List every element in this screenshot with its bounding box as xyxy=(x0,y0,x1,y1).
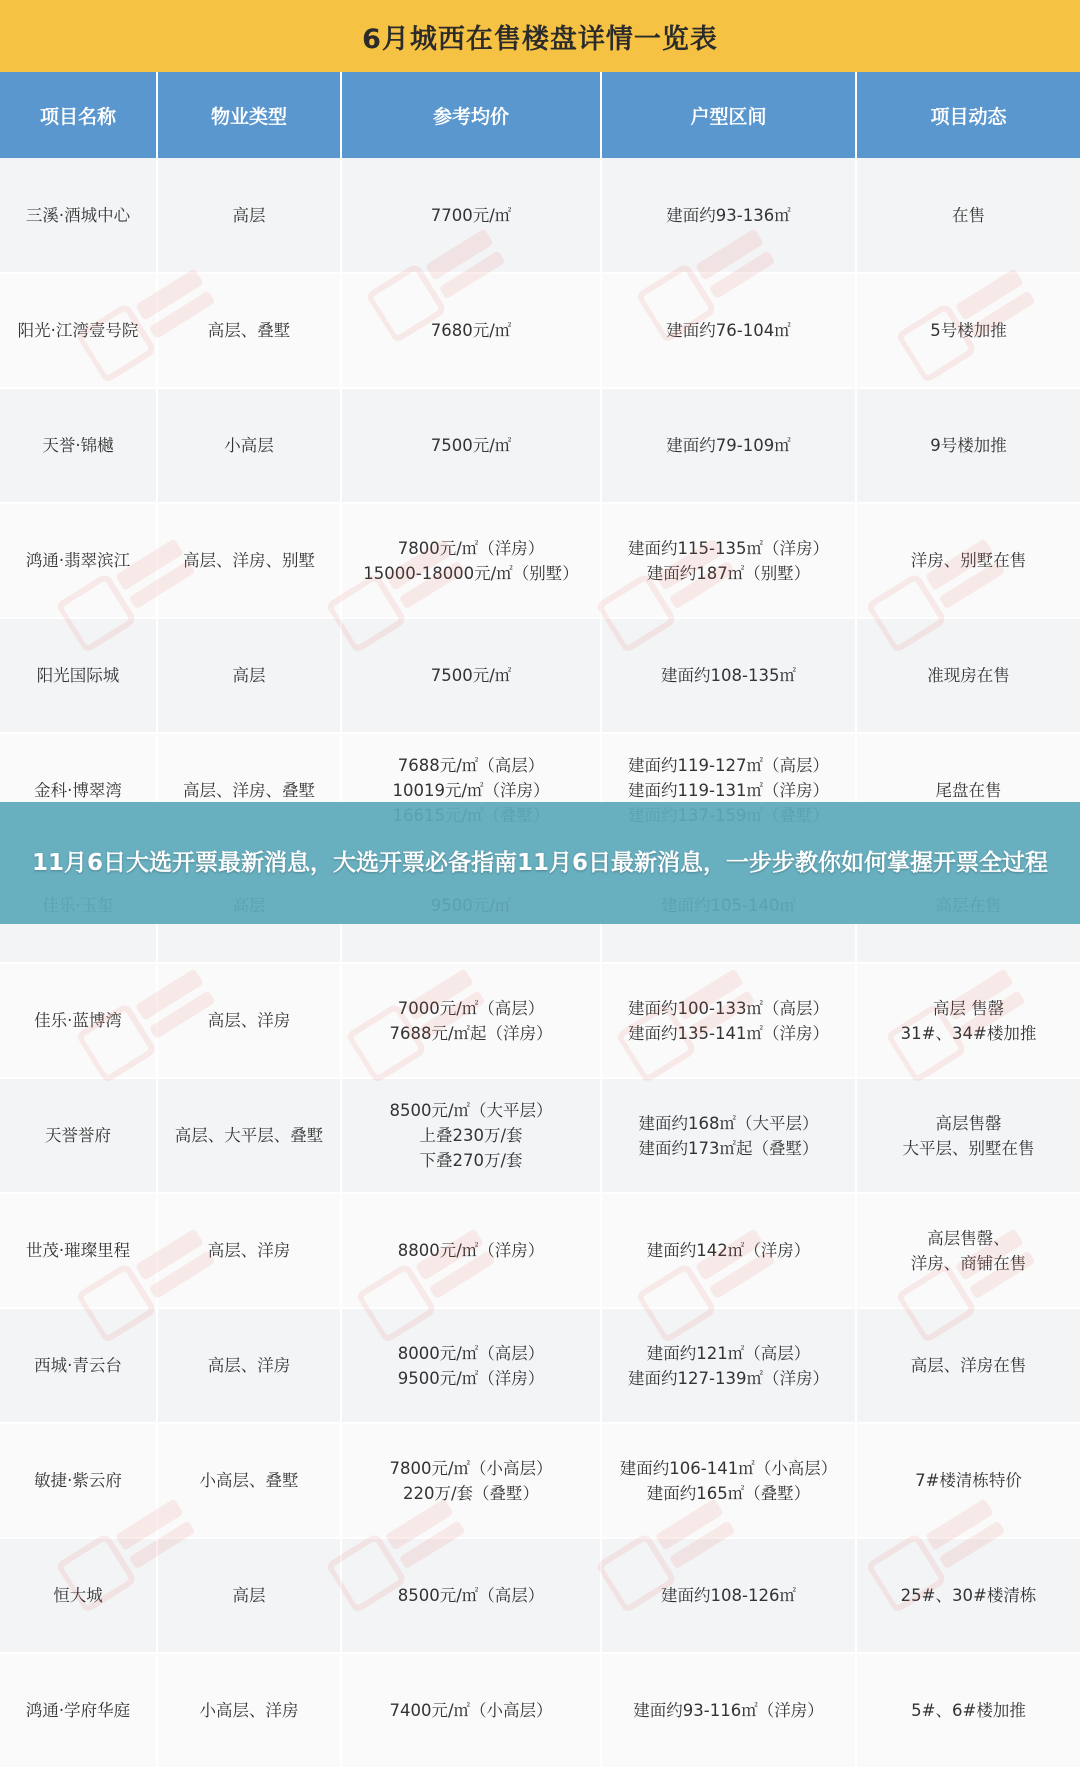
table-row xyxy=(0,158,1080,273)
cell-project-name xyxy=(0,503,157,618)
cell-property-type xyxy=(157,1078,341,1193)
cell-property-type xyxy=(157,618,341,733)
cell-project-status xyxy=(856,388,1080,503)
cell-line: 高层、洋房、叠墅 xyxy=(183,781,315,800)
cell-project-status xyxy=(856,1193,1080,1308)
cell-line: 小高层 xyxy=(224,436,274,455)
cell-avg-price xyxy=(341,1308,601,1423)
cell-line: 阳光·江湾壹号院 xyxy=(17,321,139,340)
cell-line: 7680元/㎡ xyxy=(430,321,512,340)
cell-project-name xyxy=(0,273,157,388)
cell-avg-price xyxy=(341,1193,601,1308)
cell-line: 洋房、商铺在售 xyxy=(910,1253,1027,1273)
cell-line: 建面约135-141㎡（洋房） xyxy=(628,1023,829,1043)
cell-unit-range xyxy=(601,1308,856,1423)
cell-project-status xyxy=(856,273,1080,388)
cell-line: 小高层、叠墅 xyxy=(199,1471,299,1490)
cell-project-name xyxy=(0,1308,157,1423)
cell-property-type xyxy=(157,1308,341,1423)
cell-project-name xyxy=(0,963,157,1078)
cell-line: 建面约93-116㎡（洋房） xyxy=(633,1701,824,1720)
cell-line: 建面约187㎡（别墅） xyxy=(646,563,811,583)
cell-avg-price xyxy=(341,273,601,388)
cell-project-name xyxy=(0,1538,157,1653)
cell-line: 7500元/㎡ xyxy=(430,666,512,685)
cell-line: 建面约79-109㎡ xyxy=(666,436,791,455)
cell-project-status xyxy=(856,1538,1080,1653)
cell-line: 5号楼加推 xyxy=(930,321,1007,340)
cell-unit-range xyxy=(601,1423,856,1538)
cell-line: 下叠270万/套 xyxy=(419,1151,523,1170)
cell-property-type xyxy=(157,963,341,1078)
cell-avg-price xyxy=(341,1078,601,1193)
cell-project-status xyxy=(856,1078,1080,1193)
cell-line: 小高层、洋房 xyxy=(199,1701,299,1720)
cell-line: 建面约106-141㎡（小高层） xyxy=(619,1458,838,1478)
cell-property-type xyxy=(157,1423,341,1538)
cell-project-status xyxy=(856,1308,1080,1423)
table-header-row xyxy=(0,72,1080,158)
cell-line: 8500元/㎡（高层） xyxy=(397,1586,545,1605)
cell-line: 9500元/㎡（洋房） xyxy=(397,1368,545,1388)
cell-line: 高层、大平层、叠墅 xyxy=(174,1126,324,1145)
cell-line: 建面约76-104㎡ xyxy=(666,321,791,340)
cell-line: 高层、洋房 xyxy=(207,1241,291,1260)
cell-unit-range xyxy=(601,1653,856,1768)
cell-line: 8000元/㎡（高层） xyxy=(397,1343,545,1363)
cell-avg-price xyxy=(341,1423,601,1538)
cell-project-name xyxy=(0,1193,157,1308)
cell-line: 7800元/㎡（洋房） xyxy=(397,538,545,558)
cell-unit-range xyxy=(601,963,856,1078)
cell-line: 7000元/㎡（高层） xyxy=(397,998,545,1018)
cell-project-status xyxy=(856,618,1080,733)
cell-property-type xyxy=(157,388,341,503)
cell-line: 7500元/㎡ xyxy=(430,436,512,455)
cell-unit-range xyxy=(601,618,856,733)
cell-line: 佳乐·蓝博湾 xyxy=(34,1011,122,1030)
cell-avg-price xyxy=(341,618,601,733)
cell-project-status xyxy=(856,1653,1080,1768)
cell-property-type xyxy=(157,1653,341,1768)
cell-project-status xyxy=(856,963,1080,1078)
table-row xyxy=(0,1653,1080,1768)
cell-line: 建面约100-133㎡（高层） xyxy=(628,998,829,1018)
cell-line: 天誉·锦樾 xyxy=(42,436,114,455)
cell-unit-range xyxy=(601,388,856,503)
table-row xyxy=(0,1308,1080,1423)
cell-unit-range xyxy=(601,1193,856,1308)
table-title: 6月城西在售楼盘详情一览表 xyxy=(362,23,718,55)
cell-line: 高层售罄 xyxy=(935,1113,1002,1133)
cell-project-name xyxy=(0,158,157,273)
cell-avg-price xyxy=(341,1653,601,1768)
cell-line: 三溪·酒城中心 xyxy=(25,205,131,225)
table-row xyxy=(0,1423,1080,1538)
cell-line: 建面约142㎡（洋房） xyxy=(646,1241,811,1260)
cell-line: 高层、洋房、别墅 xyxy=(183,551,315,570)
cell-project-status xyxy=(856,1423,1080,1538)
cell-avg-price xyxy=(341,503,601,618)
cell-property-type xyxy=(157,1193,341,1308)
cell-line: 世茂·璀璨里程 xyxy=(25,1241,131,1260)
cell-line: 7400元/㎡（小高层） xyxy=(389,1701,553,1720)
cell-line: 建面约108-135㎡ xyxy=(661,666,796,685)
table-row xyxy=(0,1078,1080,1193)
cell-unit-range xyxy=(601,1078,856,1193)
cell-line: 7800元/㎡（小高层） xyxy=(389,1458,553,1478)
column-header-name: 项目名称 xyxy=(0,72,157,158)
cell-line: 8800元/㎡（洋房） xyxy=(397,1241,545,1260)
cell-line: 8500元/㎡（大平层） xyxy=(389,1101,553,1120)
cell-line: 高层、洋房在售 xyxy=(910,1356,1027,1375)
cell-unit-range xyxy=(601,273,856,388)
cell-line: 高层 售罄 xyxy=(932,998,1005,1018)
column-header-layout: 户型区间 xyxy=(601,72,856,158)
cell-line: 建面约168㎡（大平层） xyxy=(638,1113,819,1133)
cell-line: 10019元/㎡（洋房） xyxy=(392,781,550,800)
cell-line: 鸿通·学府华庭 xyxy=(25,1701,131,1720)
cell-line: 5#、6#楼加推 xyxy=(911,1701,1026,1720)
cell-project-name xyxy=(0,1653,157,1768)
cell-line: 建面约93-136㎡ xyxy=(666,205,791,225)
table-row xyxy=(0,388,1080,503)
cell-line: 建面约165㎡（叠墅） xyxy=(646,1483,811,1503)
cell-line: 25#、30#楼清栋 xyxy=(900,1586,1037,1605)
headline-banner xyxy=(0,802,1080,924)
cell-line: 建面约119-131㎡（洋房） xyxy=(628,781,829,800)
cell-line: 准现房在售 xyxy=(927,666,1010,685)
cell-line: 大平层、别墅在售 xyxy=(902,1138,1035,1158)
cell-line: 建面约108-126㎡ xyxy=(661,1586,796,1605)
cell-line: 建面约115-135㎡（洋房） xyxy=(628,538,829,558)
table-row xyxy=(0,1538,1080,1653)
cell-line: 建面约173㎡起（叠墅） xyxy=(638,1138,819,1158)
cell-line: 高层、叠墅 xyxy=(207,321,291,340)
cell-line: 尾盘在售 xyxy=(935,781,1002,800)
cell-line: 金科·博翠湾 xyxy=(34,781,122,800)
cell-line: 7688元/㎡（高层） xyxy=(397,756,545,775)
cell-line: 洋房、别墅在售 xyxy=(910,551,1027,570)
cell-line: 15000-18000元/㎡（别墅） xyxy=(363,563,579,583)
cell-line: 高层 xyxy=(232,205,266,225)
cell-line: 上叠230万/套 xyxy=(419,1126,523,1145)
cell-property-type xyxy=(157,503,341,618)
cell-property-type xyxy=(157,1538,341,1653)
cell-line: 高层、洋房 xyxy=(207,1356,291,1375)
cell-project-name xyxy=(0,1078,157,1193)
cell-line: 高层 xyxy=(232,1586,266,1605)
table-row xyxy=(0,273,1080,388)
cell-line: 建面约119-127㎡（高层） xyxy=(628,756,829,775)
cell-avg-price xyxy=(341,963,601,1078)
cell-unit-range xyxy=(601,503,856,618)
column-header-price: 参考均价 xyxy=(341,72,601,158)
table-row xyxy=(0,618,1080,733)
cell-line: 鸿通·翡翠滨江 xyxy=(25,551,131,570)
cell-line: 高层 xyxy=(232,666,266,685)
cell-line: 在售 xyxy=(952,205,985,225)
cell-line: 阳光国际城 xyxy=(36,666,120,685)
cell-line: 高层售罄、 xyxy=(927,1228,1010,1248)
table-row xyxy=(0,1193,1080,1308)
cell-property-type xyxy=(157,158,341,273)
cell-line: 220万/套（叠墅） xyxy=(402,1483,540,1503)
cell-avg-price xyxy=(341,158,601,273)
column-header-status: 项目动态 xyxy=(856,72,1080,158)
cell-line: 敏捷·紫云府 xyxy=(34,1471,122,1490)
cell-line: 恒大城 xyxy=(53,1586,103,1605)
cell-line: 7#楼清栋特价 xyxy=(915,1471,1022,1490)
cell-avg-price xyxy=(341,388,601,503)
cell-project-status xyxy=(856,503,1080,618)
cell-project-status xyxy=(856,158,1080,273)
table-body xyxy=(0,158,1080,1768)
column-header-type: 物业类型 xyxy=(157,72,341,158)
table-row xyxy=(0,503,1080,618)
cell-property-type xyxy=(157,273,341,388)
table-row xyxy=(0,963,1080,1078)
cell-line: 西城·青云台 xyxy=(34,1356,122,1375)
cell-unit-range xyxy=(601,158,856,273)
cell-line: 7700元/㎡ xyxy=(430,205,512,225)
cell-avg-price xyxy=(341,1538,601,1653)
cell-line: 31#、34#楼加推 xyxy=(900,1023,1037,1043)
cell-line: 9号楼加推 xyxy=(930,436,1007,455)
table-title-bar xyxy=(0,0,1080,72)
cell-line: 高层、洋房 xyxy=(207,1011,291,1030)
cell-line: 建面约127-139㎡（洋房） xyxy=(628,1368,829,1388)
cell-project-name xyxy=(0,618,157,733)
cell-project-name xyxy=(0,388,157,503)
cell-line: 建面约121㎡（高层） xyxy=(646,1343,811,1363)
cell-project-name xyxy=(0,1423,157,1538)
headline-text: 11月6日大选开票最新消息，大选开票必备指南11月6日最新消息，一步步教你如何掌握开票全过程 xyxy=(31,849,1049,876)
cell-line: 天誉誉府 xyxy=(45,1126,111,1145)
cell-line: 7688元/㎡起（洋房） xyxy=(389,1023,553,1043)
cell-unit-range xyxy=(601,1538,856,1653)
